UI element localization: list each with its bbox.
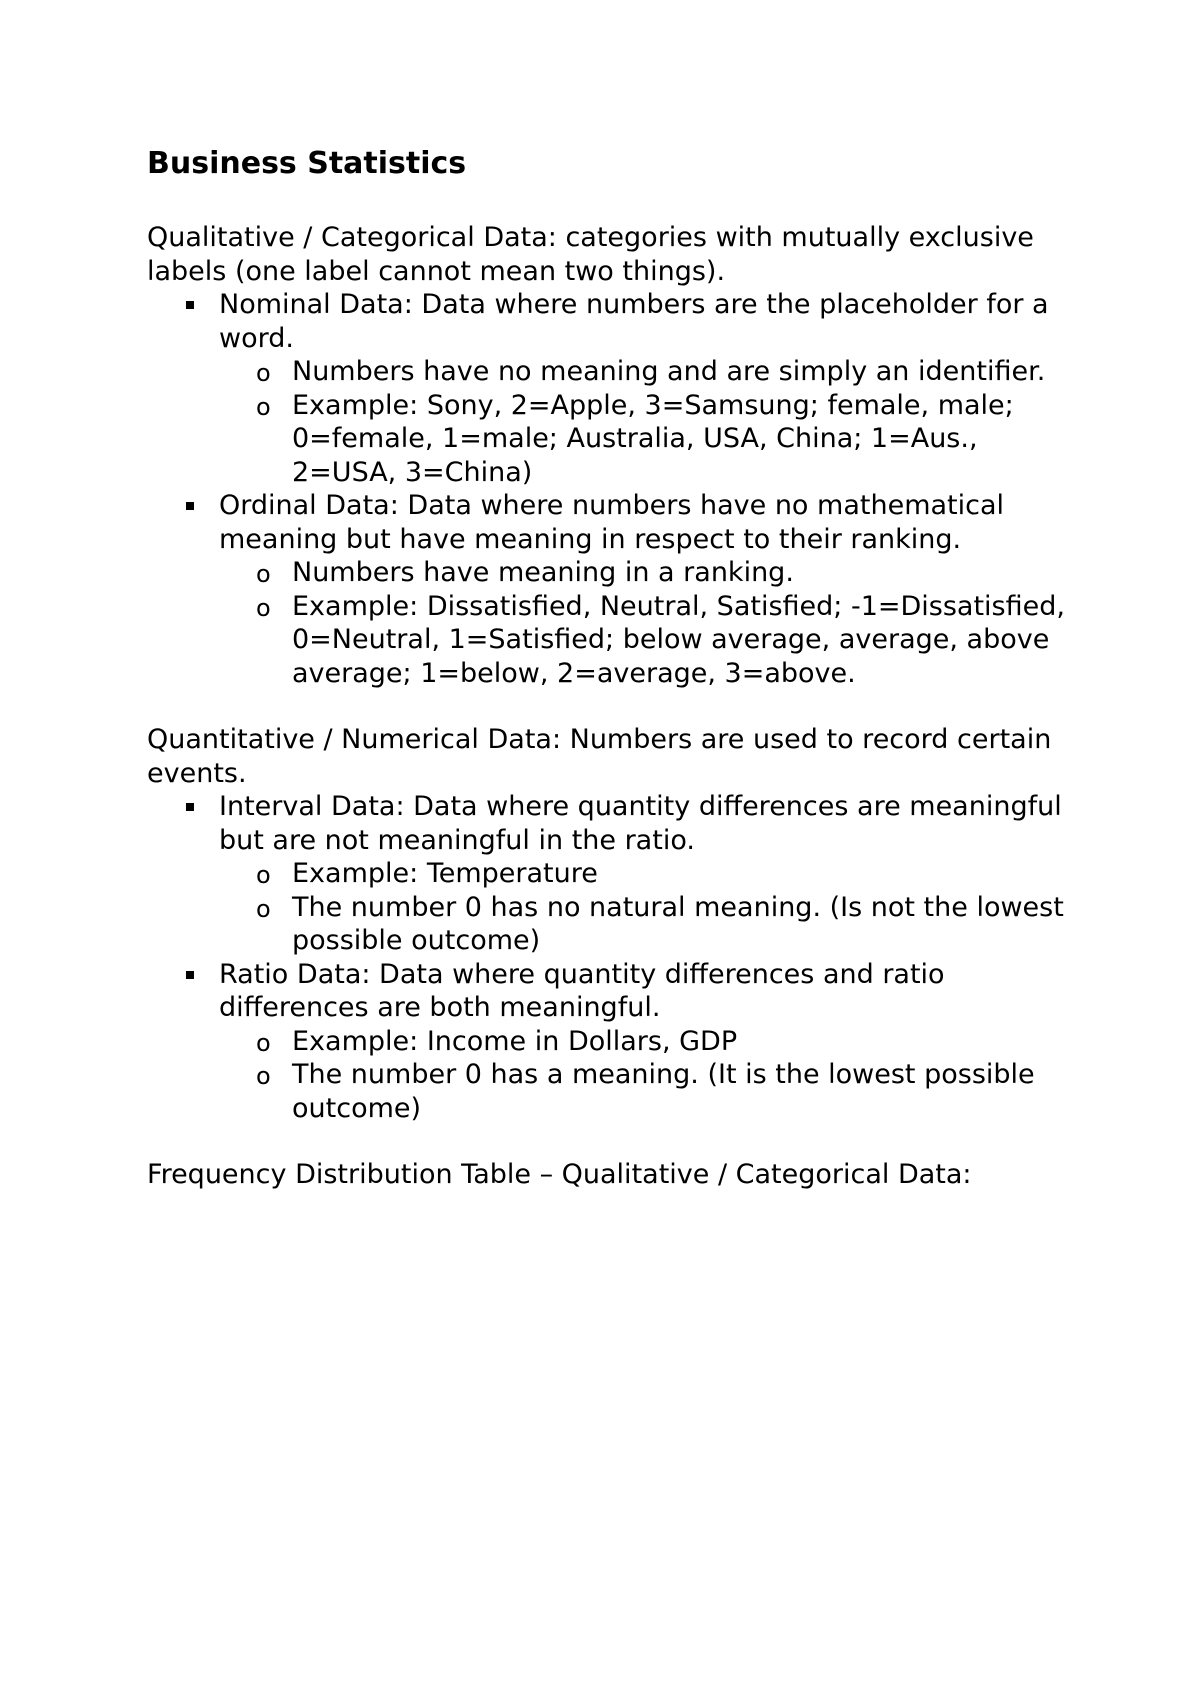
circle-bullet-icon: o [256,861,271,889]
list-item-nominal [219,288,1067,489]
sub-list-item-text: The number 0 has no natural meaning. (Is not the lowest possible outcome) [292,891,1064,956]
sub-bullet-list [219,857,1067,958]
section-heading-quantitative: Quantitative / Numerical Data: Numbers are used to record certain events. [147,724,1052,789]
square-bullet-icon [186,971,194,979]
circle-bullet-icon: o [256,392,271,421]
circle-bullet-icon: o [256,894,271,923]
list-item-ordinal [219,489,1067,690]
list-item-interval [219,790,1067,958]
bullet-list [147,790,1067,1125]
sub-list-item-text: The number 0 has a meaning. (It is the lowest possible outcome) [292,1059,1035,1124]
circle-bullet-icon: o [256,1062,271,1090]
circle-bullet-icon: o [256,593,271,622]
sub-list-item-text: Numbers have no meaning and are simply an identifier. [292,356,1046,387]
list-item-text: Interval Data: Data where quantity differences are meaningful but are not meaningful in the ratio. [219,791,1062,856]
document-body [147,146,1067,1192]
sub-list-item [256,891,1067,958]
closing-heading: Frequency Distribution Table – Qualitative / Categorical Data: [147,1159,972,1190]
sub-bullet-list [219,1025,1067,1126]
sub-list-item [256,1025,1067,1059]
sub-list-item [256,1058,1067,1125]
bullet-list [147,288,1067,690]
document-title: Business Statistics [147,146,467,181]
sub-list-item [256,590,1067,691]
sub-list-item-text: Example: Dissatisfied, Neutral, Satisfied; -1=Dissatisfied, 0=Neutral, 1=Satisfied; below average, average, above average; 1=below, 2=average, 3=above. [292,590,1065,689]
sub-list-item-text: Numbers have meaning in a ranking. [292,557,794,588]
sub-list-item [256,857,1067,891]
list-item-text: Ordinal Data: Data where numbers have no mathematical meaning but have meaning in respect to their ranking. [219,490,1005,555]
sub-list-item [256,389,1067,490]
circle-bullet-icon: o [256,359,271,387]
list-item-ratio [219,958,1067,1126]
list-item-text: Ratio Data: Data where quantity differences and ratio differences are both meaningful. [219,958,945,1023]
circle-bullet-icon: o [256,1028,271,1057]
sub-list-item [256,556,1067,590]
section-heading-qualitative: Qualitative / Categorical Data: categories with mutually exclusive labels (one label cannot mean two things). [147,222,1034,287]
sub-list-item-text: Example: Sony, 2=Apple, 3=Samsung; female, male; 0=female, 1=male; Australia, USA, China; 1=Aus., 2=USA, 3=China) [292,389,1014,488]
square-bullet-icon [186,502,194,510]
sub-bullet-list [219,556,1067,690]
sub-list-item-text: Example: Income in Dollars, GDP [292,1025,738,1057]
section-spacer [147,1125,1067,1158]
sub-list-item [256,355,1067,389]
sub-bullet-list [219,355,1067,489]
circle-bullet-icon: o [256,560,271,588]
list-item-text: Nominal Data: Data where numbers are the placeholder for a word. [219,289,1049,354]
sub-list-item-text: Example: Temperature [292,858,598,889]
square-bullet-icon [186,301,194,309]
square-bullet-icon [186,803,194,811]
section-spacer [147,690,1067,723]
